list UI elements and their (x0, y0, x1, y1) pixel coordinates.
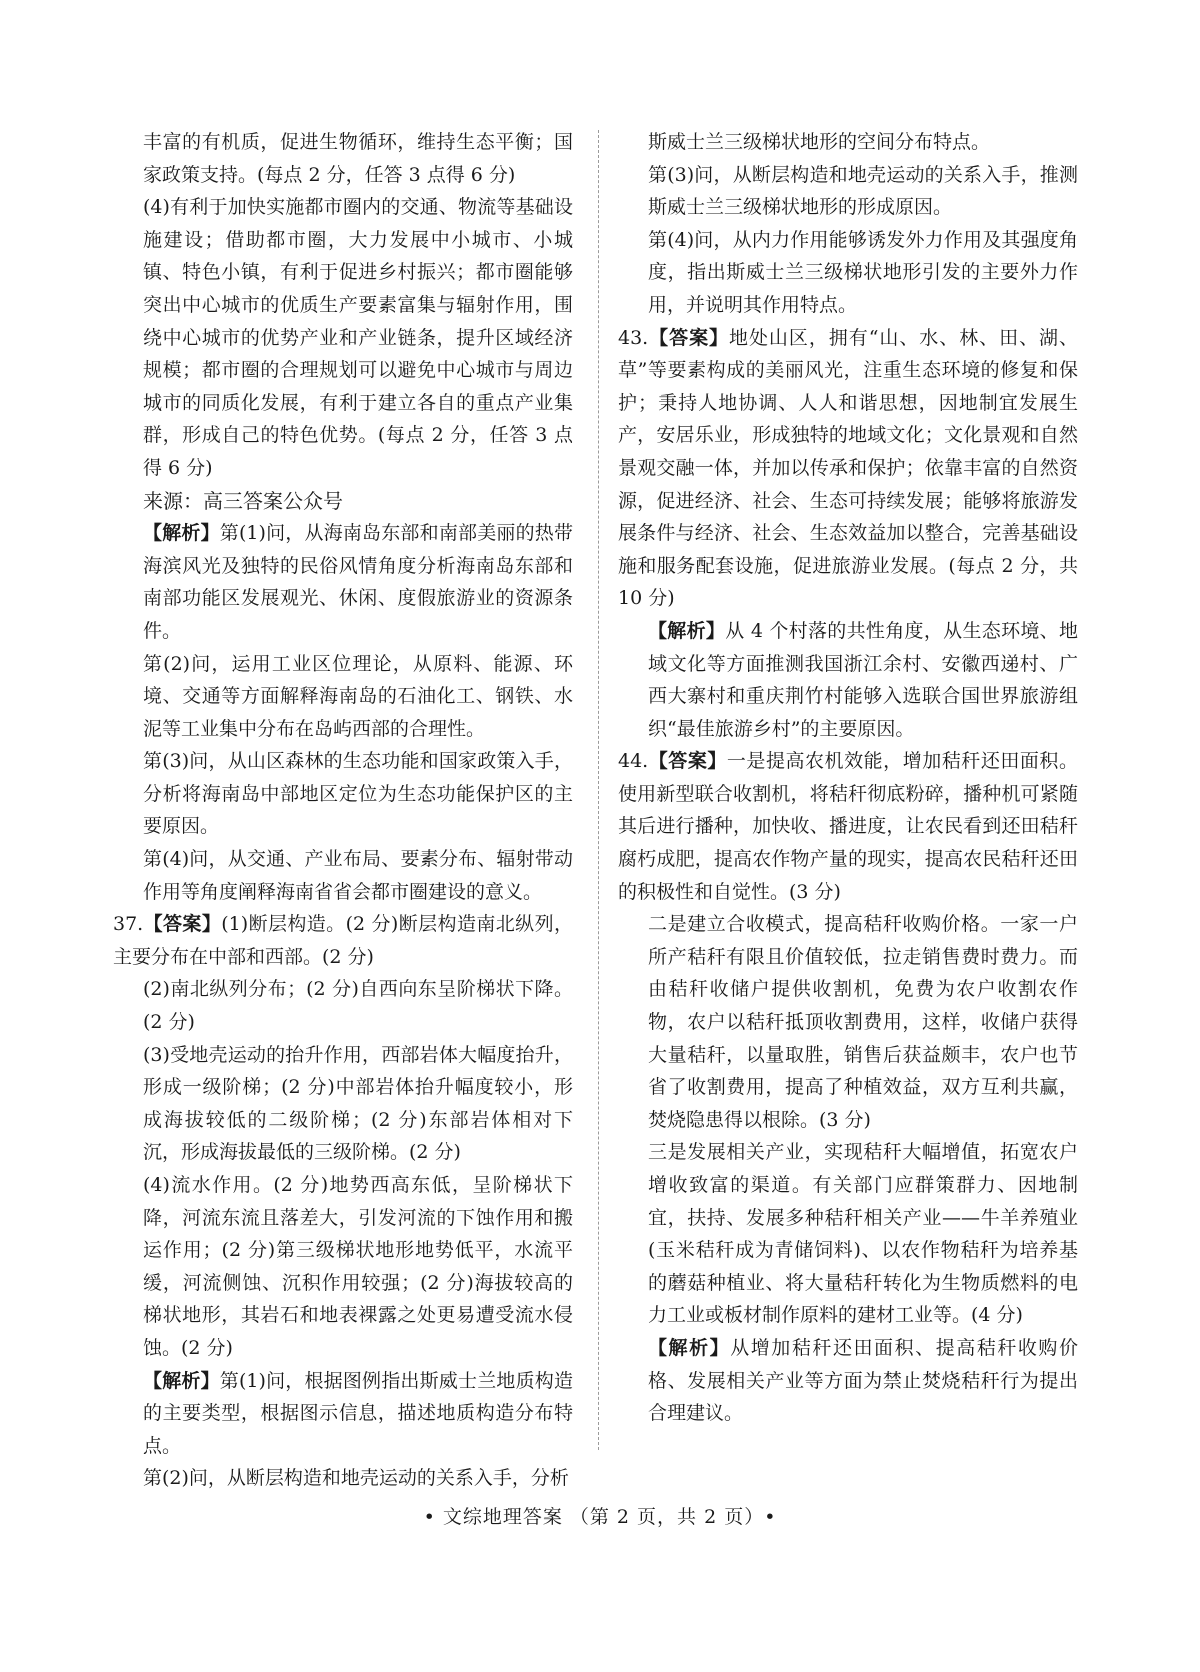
source-stamp: 来源：高三答案公众号 (143, 488, 343, 513)
paragraph: (4)流水作用。(2 分)地势西高东低，呈阶梯状下降，河流东流且落差大，引发河流的下蚀作用和搬运作用；(2 分)第三级梯状地形地势低平，水流平缓，河流侧蚀、沉积作用较强；(2 分)海拔较高的梯状地形，其岩石和地表裸露之处更易遭受流水侵蚀。(2 分) (143, 1174, 573, 1359)
paragraph: 三是发展相关产业，实现秸秆大幅增值，拓宽农户增收致富的渠道。有关部门应群策群力、因地制宜，扶持、发展多种秸秆相关产业——牛羊养殖业(玉米秸秆成为青储饲料)、以农作物秸秆为培养基的蘑菇种植业、将大量秸秆转化为生物质燃料的电力工业或板材制作原料的建材工业等。(4 分) (648, 1141, 1078, 1327)
paragraph: 二是建立合收模式，提高秸秆收购价格。一家一户所产秸秆有限且价值较低，拉走销售费时费力。而由秸秆收储户提供收割机，免费为农户收割农作物，农户以秸秆抵顶收割费用，这样，收储户获得大量秸秆，以量取胜，销售后获益颇丰，农户也节省了收割费用，提高了种植效益，双方互利共赢，焚烧隐患得以根除。(3 分) (648, 913, 1078, 1131)
answer-text: 地处山区，拥有“山、水、林、田、湖、草”等要素构成的美丽风光，注重生态环境的修复和保护；秉持人地协调、人人和谐思想，因地制宜发展生产，安居乐业，形成独特的地域文化；文化景观和自然景观交融一体，并加以传承和保护；依靠丰富的自然资源，促进经济、社会、生态可持续发展；能够将旅游发展条件与经济、社会、生态效益加以整合，完善基础设施和服务配套设施，促进旅游业发展。(每点 2 分，共 10 分) (618, 326, 1078, 610)
paragraph: 丰富的有机质，促进生物循环，维持生态平衡；国家政策支持。(每点 2 分，任答 3 点得 6 分) (143, 131, 573, 186)
analysis-tag: 【解析】 (648, 1336, 731, 1359)
analysis-tag: 【解析】 (143, 522, 220, 545)
paragraph: (4)有利于加快实施都市圈内的交通、物流等基础设施建设；借助都市圈，大力发展中小城市、小城镇、特色小镇，有利于促进乡村振兴；都市圈能够突出中心城市的优质生产要素富集与辐射作用，围绕中心城市的优势产业和产业链条，提升区域经济规模；都市圈的合理规划可以避免中心城市与周边城市的同质化发展，有利于建立各自的重点产业集群，形成自己的特色优势。(每点 2 分，任答 3 点得 6 分) (143, 196, 573, 479)
analysis-text: 第(1)问，从海南岛东部和南部美丽的热带海滨风光及独特的民俗风情角度分析海南岛东部和南部功能区发展观光、休闲、度假旅游业的资源条件。 (143, 522, 573, 642)
paragraph: (2)南北纵列分布；(2 分)自西向东呈阶梯状下降。(2 分) (143, 978, 573, 1034)
column-divider (598, 130, 599, 1450)
paragraph: 第(4)问，从内力作用能够诱发外力作用及其强度角度，指出斯威士兰三级梯状地形引发的主要外力作用，并说明其作用特点。 (648, 228, 1078, 316)
answer-tag: 【答案】 (648, 326, 730, 349)
paragraph: (3)受地壳运动的抬升作用，西部岩体大幅度抬升，形成一级阶梯；(2 分)中部岩体抬升幅度较小，形成海拔较低的二级阶梯；(2 分)东部岩体相对下沉，形成海拔最低的三级阶梯。(2 分) (143, 1043, 573, 1164)
analysis-text: 第(1)问，根据图例指出斯威士兰地质构造的主要类型，根据图示信息，描述地质构造分布特点。 (143, 1369, 573, 1457)
analysis-paragraph (143, 1365, 573, 1463)
paragraph: 第(4)问，从交通、产业布局、要素分布、辐射带动作用等角度阐释海南省省会都市圈建设的意义。 (143, 848, 573, 903)
paragraph: 第(3)问，从山区森林的生态功能和国家政策入手，分析将海南岛中部地区定位为生态功能保护区的主要原因。 (143, 750, 573, 838)
analysis-tag: 【解析】 (648, 619, 726, 642)
question-37-answer (113, 908, 573, 973)
analysis-paragraph (648, 1332, 1078, 1430)
question-44-answer (618, 745, 1078, 908)
answer-text: (1)断层构造。(2 分)断层构造南北纵列，主要分布在中部和西部。(2 分) (113, 913, 573, 968)
paragraph: 第(3)问，从断层构造和地壳运动的关系入手，推测斯威士兰三级梯状地形的形成原因。 (648, 163, 1078, 219)
answer-tag: 【答案】 (143, 913, 222, 936)
answer-tag: 【答案】 (648, 750, 727, 773)
answer-text: 一是提高农机效能，增加秸秆还田面积。使用新型联合收割机，将秸秆彻底粉碎，播种机可紧随其后进行播种，加快收、播进度，让农民看到还田秸秆腐朽成肥，提高农作物产量的现实，提高农民秸秆还田的积极性和自觉性。(3 分) (618, 750, 1078, 903)
paragraph: 第(2)问，从断层构造和地壳运动的关系入手，分析 (143, 1467, 569, 1490)
question-number: 37. (113, 913, 144, 936)
left-column (113, 126, 573, 1495)
analysis-text: 从增加秸秆还田面积、提高秸秆收购价格、发展相关产业等方面为禁止焚烧秸秆行为提出合理建议。 (648, 1336, 1078, 1425)
page-footer: • 文综地理答案 （第 2 页，共 2 页）• (423, 1506, 777, 1528)
paragraph: 第(2)问，运用工业区位理论，从原料、能源、环境、交通等方面解释海南岛的石油化工、钢铁、水泥等工业集中分布在岛屿西部的合理性。 (143, 652, 573, 740)
analysis-paragraph (143, 517, 573, 647)
right-column (618, 126, 1078, 1430)
analysis-paragraph (648, 615, 1078, 745)
question-43-answer (618, 322, 1078, 615)
analysis-text: 从 4 个村落的共性角度，从生态环境、地域文化等方面推测我国浙江余村、安徽西递村、广西大寨村和重庆荆竹村能够入选联合国世界旅游组织“最佳旅游乡村”的主要原因。 (648, 619, 1078, 740)
question-number: 43. (618, 326, 649, 349)
analysis-tag: 【解析】 (143, 1369, 220, 1392)
question-number: 44. (618, 750, 649, 773)
paragraph: 斯威士兰三级梯状地形的空间分布特点。 (648, 131, 991, 153)
